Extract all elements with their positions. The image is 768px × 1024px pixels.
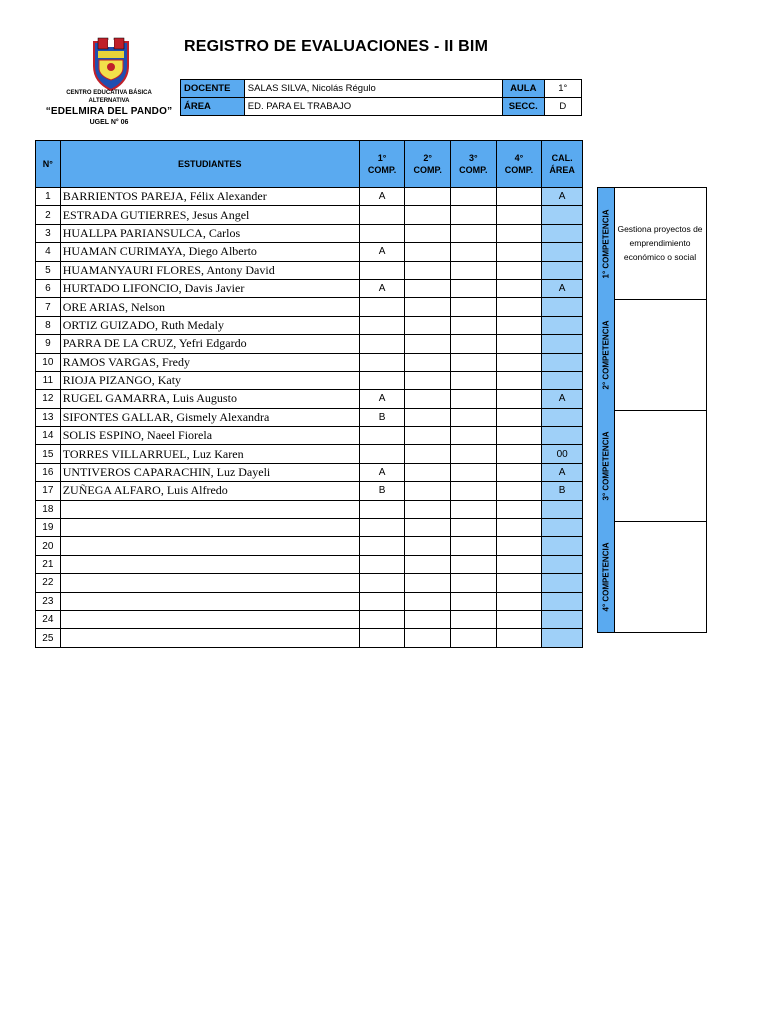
- comp-4-grade[interactable]: [496, 298, 542, 316]
- aula-value: 1°: [544, 80, 581, 98]
- cal-area-grade[interactable]: 00: [542, 445, 583, 463]
- competencia-description: Gestiona proyectos de emprendimiento económico o social: [617, 224, 703, 262]
- student-name[interactable]: HUAMAN CURIMAYA, Diego Alberto: [60, 243, 359, 261]
- row-number[interactable]: 21: [36, 555, 61, 573]
- comp-4-grade[interactable]: [496, 316, 542, 334]
- competencias-panel: [597, 187, 707, 633]
- student-name[interactable]: [60, 629, 359, 647]
- comp-1-grade[interactable]: [359, 500, 405, 518]
- competencia-label-cell: [598, 188, 615, 299]
- table-row: [36, 574, 583, 592]
- student-name[interactable]: [60, 519, 359, 537]
- comp-3-grade[interactable]: [451, 610, 497, 628]
- comp-2-grade[interactable]: [405, 427, 451, 445]
- comp-1-grade[interactable]: B: [359, 408, 405, 426]
- comp-1-grade[interactable]: A: [359, 463, 405, 481]
- grades-table: [35, 140, 583, 648]
- info-row-docente: [181, 80, 582, 98]
- competencia-row: [598, 188, 706, 300]
- cal-area-grade[interactable]: [542, 555, 583, 573]
- info-row-area: [181, 98, 582, 116]
- comp-3-grade[interactable]: [451, 500, 497, 518]
- header-comp-3: [451, 141, 497, 188]
- comp-2-grade[interactable]: [405, 519, 451, 537]
- cal-area-grade[interactable]: [542, 261, 583, 279]
- row-number[interactable]: 23: [36, 592, 61, 610]
- comp-3-grade[interactable]: [451, 390, 497, 408]
- comp-2-grade[interactable]: [405, 261, 451, 279]
- comp-3-grade[interactable]: [451, 463, 497, 481]
- student-name[interactable]: [60, 537, 359, 555]
- table-row: [36, 243, 583, 261]
- comp-2-grade[interactable]: [405, 188, 451, 206]
- comp-1-grade[interactable]: [359, 519, 405, 537]
- header-comp-3-num: 3°: [469, 153, 478, 163]
- comp-3-grade[interactable]: [451, 316, 497, 334]
- comp-3-grade[interactable]: [451, 592, 497, 610]
- comp-4-grade[interactable]: [496, 445, 542, 463]
- competencia-label: 4° COMPETENCIA: [601, 542, 611, 611]
- school-logo: [34, 36, 184, 132]
- table-row: [36, 335, 583, 353]
- cal-area-grade[interactable]: [542, 335, 583, 353]
- table-row: [36, 555, 583, 573]
- row-number[interactable]: 6: [36, 279, 61, 297]
- table-row: [36, 445, 583, 463]
- comp-3-grade[interactable]: [451, 371, 497, 389]
- student-name[interactable]: SOLIS ESPINO, Naeel Fiorela: [60, 427, 359, 445]
- comp-3-grade[interactable]: [451, 206, 497, 224]
- comp-1-grade[interactable]: [359, 610, 405, 628]
- comp-2-grade[interactable]: [405, 224, 451, 242]
- table-row: [36, 224, 583, 242]
- cal-area-grade[interactable]: [542, 408, 583, 426]
- comp-2-grade[interactable]: [405, 629, 451, 647]
- comp-2-grade[interactable]: [405, 206, 451, 224]
- comp-3-grade[interactable]: [451, 629, 497, 647]
- cal-area-grade[interactable]: [542, 316, 583, 334]
- comp-1-grade[interactable]: [359, 592, 405, 610]
- comp-4-grade[interactable]: [496, 574, 542, 592]
- comp-2-grade[interactable]: [405, 445, 451, 463]
- table-row: [36, 390, 583, 408]
- cal-area-grade[interactable]: [542, 427, 583, 445]
- comp-3-grade[interactable]: [451, 298, 497, 316]
- comp-1-grade[interactable]: [359, 574, 405, 592]
- student-name[interactable]: RIOJA PIZANGO, Katy: [60, 371, 359, 389]
- comp-4-grade[interactable]: [496, 243, 542, 261]
- teacher-info-table: [180, 79, 582, 116]
- competencia-label: 3° COMPETENCIA: [601, 431, 611, 500]
- cal-area-grade[interactable]: [542, 206, 583, 224]
- cal-area-grade[interactable]: [542, 224, 583, 242]
- comp-2-grade[interactable]: [405, 555, 451, 573]
- competencia-row: [598, 410, 706, 522]
- table-row: [36, 298, 583, 316]
- comp-3-grade[interactable]: [451, 188, 497, 206]
- student-name[interactable]: ZUÑEGA ALFARO, Luis Alfredo: [60, 482, 359, 500]
- comp-2-grade[interactable]: [405, 316, 451, 334]
- row-number[interactable]: 18: [36, 500, 61, 518]
- student-name[interactable]: HURTADO LIFONCIO, Davis Javier: [60, 279, 359, 297]
- competencia-label-cell: [598, 521, 615, 632]
- row-number[interactable]: 16: [36, 463, 61, 481]
- comp-2-grade[interactable]: [405, 390, 451, 408]
- row-number[interactable]: 24: [36, 610, 61, 628]
- comp-1-grade[interactable]: [359, 206, 405, 224]
- competencia-label: 2° COMPETENCIA: [601, 320, 611, 389]
- area-value: ED. PARA EL TRABAJO: [244, 98, 502, 116]
- header-cal-label: CAL.: [551, 153, 573, 163]
- comp-3-grade[interactable]: [451, 243, 497, 261]
- comp-2-grade[interactable]: [405, 243, 451, 261]
- cal-area-grade[interactable]: A: [542, 390, 583, 408]
- row-number[interactable]: 4: [36, 243, 61, 261]
- header-comp-2-num: 2°: [423, 153, 433, 163]
- comp-2-grade[interactable]: [405, 482, 451, 500]
- table-row: [36, 629, 583, 647]
- comp-2-grade[interactable]: [405, 335, 451, 353]
- row-number[interactable]: 11: [36, 371, 61, 389]
- student-name[interactable]: TORRES VILLARRUEL, Luz Karen: [60, 445, 359, 463]
- comp-4-grade[interactable]: [496, 353, 542, 371]
- comp-1-grade[interactable]: [359, 555, 405, 573]
- comp-3-grade[interactable]: [451, 224, 497, 242]
- comp-2-grade[interactable]: [405, 279, 451, 297]
- cal-area-grade[interactable]: [542, 519, 583, 537]
- competencia-row: [598, 299, 706, 411]
- header-area-label: ÁREA: [549, 165, 575, 175]
- table-row: [36, 371, 583, 389]
- header-comp-3-label: COMP.: [459, 165, 488, 175]
- comp-2-grade[interactable]: [405, 537, 451, 555]
- comp-2-grade[interactable]: [405, 371, 451, 389]
- comp-4-grade[interactable]: [496, 261, 542, 279]
- comp-1-grade[interactable]: [359, 261, 405, 279]
- comp-1-grade[interactable]: [359, 371, 405, 389]
- comp-4-grade[interactable]: [496, 555, 542, 573]
- docente-label: DOCENTE: [181, 80, 245, 98]
- row-number[interactable]: 20: [36, 537, 61, 555]
- student-name[interactable]: [60, 610, 359, 628]
- table-row: [36, 519, 583, 537]
- comp-1-grade[interactable]: [359, 316, 405, 334]
- student-name[interactable]: HUALLPA PARIANSULCA, Carlos: [60, 224, 359, 242]
- row-number[interactable]: 10: [36, 353, 61, 371]
- cal-area-grade[interactable]: [542, 353, 583, 371]
- comp-4-grade[interactable]: [496, 188, 542, 206]
- comp-1-grade[interactable]: [359, 298, 405, 316]
- comp-3-grade[interactable]: [451, 335, 497, 353]
- row-number[interactable]: 17: [36, 482, 61, 500]
- row-number[interactable]: 22: [36, 574, 61, 592]
- comp-1-grade[interactable]: [359, 224, 405, 242]
- comp-4-grade[interactable]: [496, 592, 542, 610]
- table-row: [36, 610, 583, 628]
- table-row: [36, 482, 583, 500]
- cal-area-grade[interactable]: B: [542, 482, 583, 500]
- comp-1-grade[interactable]: [359, 335, 405, 353]
- cal-area-grade[interactable]: [542, 629, 583, 647]
- grades-header-row: [36, 141, 583, 188]
- student-name[interactable]: ORE ARIAS, Nelson: [60, 298, 359, 316]
- header-comp-2: [405, 141, 451, 188]
- table-row: [36, 408, 583, 426]
- comp-4-grade[interactable]: [496, 206, 542, 224]
- student-name[interactable]: [60, 500, 359, 518]
- comp-3-grade[interactable]: [451, 408, 497, 426]
- header-comp-1-label: COMP.: [367, 165, 397, 175]
- competencia-label-cell: [598, 299, 615, 410]
- row-number[interactable]: 1: [36, 188, 61, 206]
- comp-3-grade[interactable]: [451, 279, 497, 297]
- table-row: [36, 279, 583, 297]
- student-name[interactable]: UNTIVEROS CAPARACHIN, Luz Dayeli: [60, 463, 359, 481]
- comp-1-grade[interactable]: A: [359, 243, 405, 261]
- comp-3-grade[interactable]: [451, 555, 497, 573]
- student-name[interactable]: ORTIZ GUIZADO, Ruth Medaly: [60, 316, 359, 334]
- student-name[interactable]: [60, 592, 359, 610]
- header-comp-1: [359, 141, 405, 188]
- comp-3-grade[interactable]: [451, 445, 497, 463]
- comp-4-grade[interactable]: [496, 408, 542, 426]
- competencia-row: [598, 521, 706, 632]
- comp-3-grade[interactable]: [451, 574, 497, 592]
- comp-2-grade[interactable]: [405, 592, 451, 610]
- header-comp-2-label: COMP.: [413, 165, 442, 175]
- table-row: [36, 463, 583, 481]
- comp-2-grade[interactable]: [405, 610, 451, 628]
- comp-1-grade[interactable]: [359, 427, 405, 445]
- school-type-line-2: ALTERNATIVA: [88, 98, 130, 104]
- row-number[interactable]: 9: [36, 335, 61, 353]
- comp-1-grade[interactable]: [359, 445, 405, 463]
- row-number[interactable]: 19: [36, 519, 61, 537]
- student-name[interactable]: [60, 574, 359, 592]
- cal-area-grade[interactable]: [542, 610, 583, 628]
- comp-2-grade[interactable]: [405, 298, 451, 316]
- row-number[interactable]: 14: [36, 427, 61, 445]
- header-num: N°: [36, 141, 61, 188]
- cal-area-grade[interactable]: [542, 537, 583, 555]
- comp-4-grade[interactable]: [496, 279, 542, 297]
- comp-4-grade[interactable]: [496, 500, 542, 518]
- ugel-label: UGEL N° 06: [89, 119, 129, 126]
- table-row: [36, 592, 583, 610]
- competencia-label: 1° COMPETENCIA: [601, 209, 611, 278]
- comp-4-grade[interactable]: [496, 463, 542, 481]
- comp-4-grade[interactable]: [496, 482, 542, 500]
- row-number[interactable]: 3: [36, 224, 61, 242]
- table-row: [36, 500, 583, 518]
- student-name[interactable]: BARRIENTOS PAREJA, Félix Alexander: [60, 188, 359, 206]
- comp-3-grade[interactable]: [451, 261, 497, 279]
- student-name[interactable]: RUGEL GAMARRA, Luis Augusto: [60, 390, 359, 408]
- row-number[interactable]: 13: [36, 408, 61, 426]
- comp-4-grade[interactable]: [496, 629, 542, 647]
- comp-4-grade[interactable]: [496, 519, 542, 537]
- row-number[interactable]: 15: [36, 445, 61, 463]
- comp-2-grade[interactable]: [405, 408, 451, 426]
- table-row: [36, 537, 583, 555]
- comp-1-grade[interactable]: A: [359, 279, 405, 297]
- comp-4-grade[interactable]: [496, 224, 542, 242]
- student-name[interactable]: HUAMANYAURI FLORES, Antony David: [60, 261, 359, 279]
- comp-2-grade[interactable]: [405, 353, 451, 371]
- school-name: “EDELMIRA DEL PANDO”: [45, 106, 173, 117]
- table-row: [36, 188, 583, 206]
- aula-label: AULA: [503, 80, 545, 98]
- comp-4-grade[interactable]: [496, 390, 542, 408]
- table-row: [36, 316, 583, 334]
- cal-area-grade[interactable]: [542, 371, 583, 389]
- cal-area-grade[interactable]: [542, 574, 583, 592]
- student-name[interactable]: PARRA DE LA CRUZ, Yefri Edgardo: [60, 335, 359, 353]
- header-cal-area: [542, 141, 583, 188]
- comp-2-grade[interactable]: [405, 500, 451, 518]
- comp-4-grade[interactable]: [496, 537, 542, 555]
- row-number[interactable]: 8: [36, 316, 61, 334]
- table-row: [36, 427, 583, 445]
- row-number[interactable]: 12: [36, 390, 61, 408]
- comp-1-grade[interactable]: B: [359, 482, 405, 500]
- comp-3-grade[interactable]: [451, 353, 497, 371]
- comp-1-grade[interactable]: [359, 629, 405, 647]
- cal-area-grade[interactable]: A: [542, 279, 583, 297]
- school-crest-icon: [90, 36, 132, 92]
- row-number[interactable]: 25: [36, 629, 61, 647]
- comp-4-grade[interactable]: [496, 335, 542, 353]
- student-name[interactable]: SIFONTES GALLAR, Gismely Alexandra: [60, 408, 359, 426]
- grades-table-body: [36, 188, 583, 648]
- comp-1-grade[interactable]: A: [359, 390, 405, 408]
- docente-value: SALAS SILVA, Nicolás Régulo: [244, 80, 502, 98]
- table-row: [36, 353, 583, 371]
- cal-area-grade[interactable]: A: [542, 188, 583, 206]
- secc-label: SECC.: [503, 98, 545, 116]
- header-comp-4-num: 4°: [514, 153, 524, 163]
- school-type-line: CENTRO EDUCATIVA BÁSICA: [66, 90, 152, 96]
- row-number[interactable]: 2: [36, 206, 61, 224]
- comp-1-grade[interactable]: [359, 537, 405, 555]
- page-title: REGISTRO DE EVALUACIONES - II BIM: [184, 38, 489, 55]
- cal-area-grade[interactable]: [542, 592, 583, 610]
- student-name[interactable]: [60, 555, 359, 573]
- student-name[interactable]: ESTRADA GUTIERRES, Jesus Angel: [60, 206, 359, 224]
- comp-3-grade[interactable]: [451, 482, 497, 500]
- cal-area-grade[interactable]: [542, 243, 583, 261]
- comp-3-grade[interactable]: [451, 427, 497, 445]
- cal-area-grade[interactable]: A: [542, 463, 583, 481]
- area-label: ÁREA: [181, 98, 245, 116]
- header-students: ESTUDIANTES: [60, 141, 359, 188]
- cal-area-grade[interactable]: [542, 500, 583, 518]
- comp-2-grade[interactable]: [405, 463, 451, 481]
- comp-4-grade[interactable]: [496, 371, 542, 389]
- table-row: [36, 206, 583, 224]
- comp-4-grade[interactable]: [496, 610, 542, 628]
- comp-2-grade[interactable]: [405, 574, 451, 592]
- secc-value: D: [544, 98, 581, 116]
- comp-1-grade[interactable]: A: [359, 188, 405, 206]
- comp-4-grade[interactable]: [496, 427, 542, 445]
- row-number[interactable]: 5: [36, 261, 61, 279]
- header-comp-4-label: COMP.: [504, 165, 534, 175]
- competencia-label-cell: [598, 410, 615, 521]
- comp-3-grade[interactable]: [451, 519, 497, 537]
- row-number[interactable]: 7: [36, 298, 61, 316]
- comp-3-grade[interactable]: [451, 537, 497, 555]
- comp-1-grade[interactable]: [359, 353, 405, 371]
- table-row: [36, 261, 583, 279]
- header-comp-1-num: 1°: [377, 153, 387, 163]
- cal-area-grade[interactable]: [542, 298, 583, 316]
- header-comp-4: [496, 141, 542, 188]
- student-name[interactable]: RAMOS VARGAS, Fredy: [60, 353, 359, 371]
